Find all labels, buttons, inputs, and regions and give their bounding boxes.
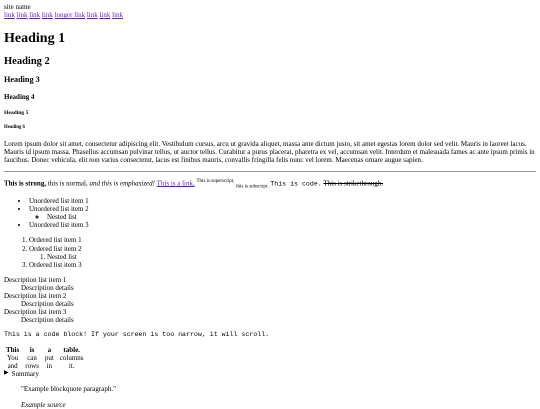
site-name: site name xyxy=(4,3,31,11)
heading-4: Heading 4 xyxy=(4,92,35,101)
table-cell: put xyxy=(44,353,54,362)
list-item: • Unordered list item 3 xyxy=(29,221,536,229)
list-item: • Unordered list item 1 xyxy=(29,197,536,205)
table-row xyxy=(4,362,86,370)
inline-link[interactable]: This is a link. xyxy=(156,179,195,188)
table-cell: it. xyxy=(68,361,75,370)
strong-text: This is strong, xyxy=(4,179,47,188)
description-details: Description details xyxy=(21,299,74,308)
strikethrough-text: This is strikethrough. xyxy=(323,179,384,188)
table-cell: You xyxy=(6,353,19,362)
description-details: Description details xyxy=(21,315,74,324)
description-list xyxy=(4,276,536,324)
inline-code: This is code. xyxy=(270,180,322,188)
data-table xyxy=(2,346,88,370)
blockquote: "Example blockquote paragraph." xyxy=(21,384,116,393)
nav-link[interactable]: link xyxy=(16,11,28,20)
nested-unordered-list xyxy=(29,213,536,221)
nav-bar xyxy=(4,11,536,19)
blockquote-source: Example source xyxy=(21,400,66,409)
nav-link[interactable]: link xyxy=(4,11,15,20)
table-row xyxy=(4,354,86,362)
heading-5: Heading 5 xyxy=(4,109,29,116)
table-cell: can xyxy=(27,353,37,362)
table-header-cell: is xyxy=(29,345,35,354)
nav-link[interactable]: link xyxy=(29,11,41,20)
nav-link[interactable]: link xyxy=(86,11,98,20)
divider xyxy=(4,171,536,172)
nav-link-longer[interactable]: longer link xyxy=(54,11,86,20)
table-header-cell: a xyxy=(47,345,52,354)
description-term: Description list item 3 xyxy=(4,307,67,316)
nav-link[interactable]: link xyxy=(112,11,124,20)
list-item: 1. Nested list xyxy=(47,253,536,261)
table-cell: rows xyxy=(25,361,39,370)
list-item: 1. Ordered list item 1 xyxy=(29,236,536,244)
normal-text: this is normal, xyxy=(46,179,90,188)
table-cell: columns xyxy=(59,353,84,362)
nav-link[interactable]: link xyxy=(41,11,53,20)
table-header-cell: table. xyxy=(63,345,80,354)
code-block: This is a code block! If your screen is too narrow, it will scroll. xyxy=(4,330,270,338)
heading-3: Heading 3 xyxy=(4,75,40,85)
list-item: 3. Ordered list item 3 xyxy=(29,261,536,269)
subscript-text: this is subscript. xyxy=(236,184,269,190)
superscript-text: This is superscript, xyxy=(196,178,235,184)
lorem-paragraph: Lorem ipsum dolor sit amet, consectetur adipiscing elit. Vestibulum cursus, arcu ut gravida aliquet, massa ante dictum justo, sit amet egestas lorem dolor sed velit. Mauris in laoreet lacus. Mauris id ipsum massa. Phasellus accumsan pulvinar tellus, ut auctor tellus. Curabitur a purus placerat, pharetra ex vel, accumsan velit. Interdum et malesuada fames ac ante ipsum primis in faucibus. Donec vehicula, elit non varius consectetur, lacus est finibus mauris, convallis fringilla felis nunc vel lorem. Maecenas ornare augue sapien. xyxy=(4,139,535,164)
table-header-cell: This xyxy=(6,345,20,354)
heading-2: Heading 2 xyxy=(4,56,50,68)
heading-6: Heading 6 xyxy=(4,125,25,131)
heading-1: Heading 1 xyxy=(4,31,66,47)
list-item: 2. Ordered list item 2 1. Nested list xyxy=(29,245,536,261)
table-cell: and xyxy=(7,361,18,370)
description-details: Description details xyxy=(21,283,74,292)
table-header-row xyxy=(4,346,86,354)
nav-link[interactable]: link xyxy=(99,11,111,20)
table-cell: in xyxy=(46,361,53,370)
summary-label: Summary xyxy=(11,369,39,378)
inline-elements-paragraph xyxy=(4,179,536,190)
emphasized-text: and this is emphasized! xyxy=(89,179,155,188)
nested-ordered-list xyxy=(29,253,536,261)
description-term: Description list item 2 xyxy=(4,291,67,300)
list-item: • Unordered list item 2 ◦ Nested list xyxy=(29,205,536,221)
disclosure-triangle-icon[interactable]: ▶ xyxy=(4,370,9,377)
ordered-list xyxy=(4,236,536,268)
details-summary[interactable] xyxy=(4,370,536,378)
list-item: ◦ Nested list xyxy=(47,213,536,221)
description-term: Description list item 1 xyxy=(4,275,67,284)
unordered-list xyxy=(4,197,536,229)
